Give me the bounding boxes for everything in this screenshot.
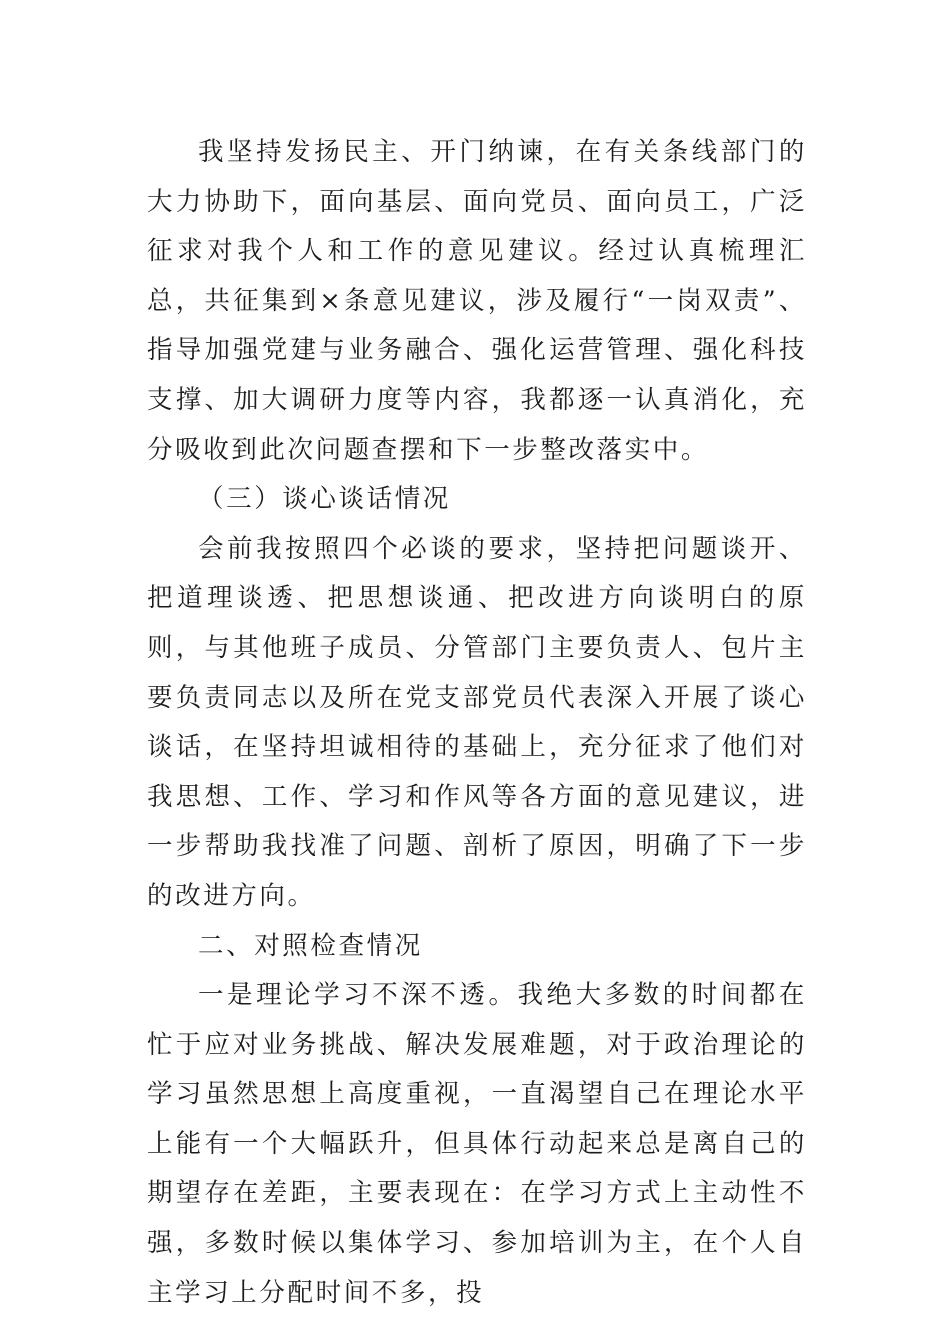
section-heading-heart-to-heart-talks: （三）谈心谈话情况 (198, 484, 451, 515)
section-heading-self-examination: 二、对照检查情况 (198, 930, 423, 961)
paragraph-theory-study: 一是理论学习不深不透。我绝大多数的时间都在忙于应对业务挑战、解决发展难题，对于政治理论的学习虽然思想上高度重视，一直渴望自己在理论水平上能有一个大幅跃升，但具体行动起来总是离自己的期望存在差距，主要表现在：在学习方式上主动性不强，多数时候以集体学习、参加培训为主，在个人自主学习上分配时间不多，投 (147, 980, 807, 1308)
document-body (147, 128, 807, 1318)
paragraph-heart-to-heart-talks: 会前我按照四个必谈的要求，坚持把问题谈开、把道理谈透、把思想谈通、把改进方向谈明白的原则，与其他班子成员、分管部门主要负责人、包片主要负责同志以及所在党支部党员代表深入开展了谈心谈话，在坚持坦诚相待的基础上，充分征求了他们对我思想、工作、学习和作风等各方面的意见建议，进一步帮助我找准了问题、剖析了原因，明确了下一步的改进方向。 (147, 533, 807, 911)
paragraph-opinion-collection: 我坚持发扬民主、开门纳谏，在有关条线部门的大力协助下，面向基层、面向党员、面向员工，广泛征求对我个人和工作的意见建议。经过认真梳理汇总，共征集到×条意见建议，涉及履行“一岗双责”、指导加强党建与业务融合、强化运营管理、强化科技支撑、加大调研力度等内容，我都逐一认真消化，充分吸收到此次问题查摆和下一步整改落实中。 (147, 137, 807, 465)
